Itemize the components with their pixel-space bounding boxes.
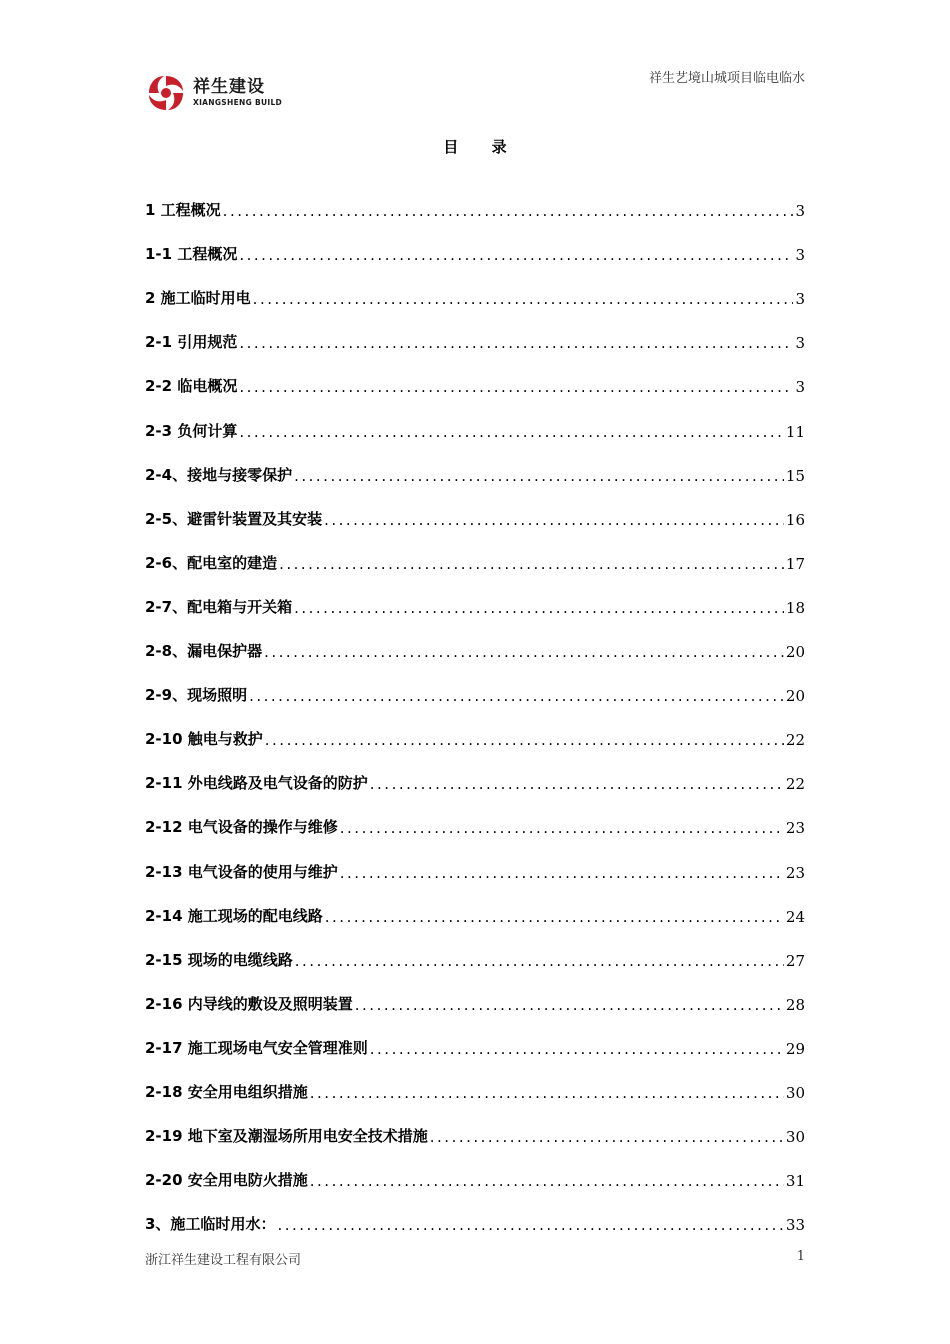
toc-entry[interactable]: [145, 705, 805, 749]
toc-entry[interactable]: [145, 220, 805, 264]
toc-entry[interactable]: [145, 882, 805, 926]
toc-entry-page: 24: [785, 907, 805, 926]
toc-dot-leader: [430, 1128, 784, 1146]
toc-entry-label: 2-13 电气设备的使用与维护: [145, 862, 338, 881]
toc-dot-leader: [265, 731, 784, 749]
toc-entry-page: 3: [795, 290, 805, 309]
toc-entry-page: 29: [785, 1039, 805, 1058]
toc-entry-page: 20: [785, 643, 805, 662]
toc-entry-label: 2-5、避雷针装置及其安装: [145, 509, 323, 528]
toc-entry[interactable]: [145, 837, 805, 881]
toc-entry-label: 2-7、配电箱与开关箱: [145, 597, 293, 616]
toc-entry-page: 22: [785, 775, 805, 794]
toc-entry-page: 20: [785, 687, 805, 706]
toc-dot-leader: [239, 378, 793, 396]
toc-entry-label: 2-6、配电室的建造: [145, 553, 278, 572]
toc-entry-page: 23: [785, 819, 805, 838]
logo-english-name: XIANGSHENG BUILD: [193, 98, 283, 108]
toc-dot-leader: [279, 555, 784, 573]
toc-entry[interactable]: [145, 176, 805, 220]
toc-entry-label: 2-3 负何计算: [145, 421, 238, 440]
toc-entry-page: 30: [785, 1128, 805, 1147]
toc-dot-leader: [277, 1216, 783, 1234]
toc-entry[interactable]: [145, 1102, 805, 1146]
logo-chinese-name: 祥生建设: [193, 77, 265, 98]
toc-entry[interactable]: [145, 352, 805, 396]
toc-dot-leader: [295, 952, 784, 970]
toc-entry-label: 1 工程概况: [145, 201, 221, 220]
toc-entry-page: 3: [795, 246, 805, 265]
toc-dot-leader: [239, 334, 793, 352]
toc-dot-leader: [239, 246, 793, 264]
toc-entry-label: 2-11 外电线路及电气设备的防护: [145, 774, 368, 793]
toc-entry[interactable]: [145, 529, 805, 573]
toc-entry-label: 2-14 施工现场的配电线路: [145, 906, 323, 925]
toc-entry[interactable]: [145, 1058, 805, 1102]
toc-dot-leader: [370, 1040, 784, 1058]
toc-entry[interactable]: [145, 617, 805, 661]
toc-dot-leader: [239, 423, 784, 441]
toc-entry[interactable]: [145, 1190, 805, 1234]
toc-entry[interactable]: [145, 793, 805, 837]
toc-entry[interactable]: [145, 308, 805, 352]
toc-entry-label: 2-9、现场照明: [145, 686, 248, 705]
toc-entry-page: 15: [785, 466, 805, 485]
toc-entry-label: 3、施工临时用水：: [145, 1215, 276, 1234]
toc-dot-leader: [253, 290, 794, 308]
toc-entry-page: 31: [785, 1172, 805, 1191]
toc-entry-page: 11: [785, 422, 805, 441]
project-title: 祥生艺境山城项目临电临水: [648, 71, 805, 86]
toc-entry-label: 2-18 安全用电组织措施: [145, 1082, 308, 1101]
toc-entry-page: 28: [785, 995, 805, 1014]
toc-entry[interactable]: [145, 396, 805, 440]
toc-entry[interactable]: [145, 573, 805, 617]
toc-entry[interactable]: [145, 926, 805, 970]
toc-entry[interactable]: [145, 264, 805, 308]
toc-entry[interactable]: [145, 1014, 805, 1058]
toc-dot-leader: [294, 467, 784, 485]
toc-entry-label: 2-15 现场的电缆线路: [145, 950, 293, 969]
toc-entry-page: 18: [785, 598, 805, 617]
swirl-logo-icon: [145, 72, 187, 114]
toc-entry-page: 22: [785, 731, 805, 750]
toc-dot-leader: [355, 996, 784, 1014]
toc-dot-leader: [325, 908, 784, 926]
toc-dot-leader: [340, 819, 784, 837]
company-logo: [145, 72, 282, 114]
toc-entry-label: 2-12 电气设备的操作与维修: [145, 818, 338, 837]
toc-entry[interactable]: [145, 1146, 805, 1190]
footer-company: 浙江祥生建设工程有限公司: [145, 1253, 302, 1268]
toc-entry[interactable]: [145, 661, 805, 705]
toc-entry-page: 23: [785, 863, 805, 882]
toc-entry-page: 30: [785, 1083, 805, 1102]
toc-entry-page: 16: [785, 510, 805, 529]
toc-entry-label: 2 施工临时用电: [145, 289, 251, 308]
toc-entry-label: 2-17 施工现场电气安全管理准则: [145, 1038, 368, 1057]
toc-title: 目 录: [443, 138, 521, 156]
toc-entry-page: 3: [795, 334, 805, 353]
toc-dot-leader: [324, 511, 784, 529]
page-header: [145, 60, 805, 118]
toc-entry-label: 2-4、接地与接零保护: [145, 465, 293, 484]
toc-entry-page: 33: [785, 1216, 805, 1235]
toc-dot-leader: [370, 775, 784, 793]
toc-entry-label: 2-10 触电与救护: [145, 730, 263, 749]
toc-entry-label: 2-8、漏电保护器: [145, 642, 263, 661]
toc-dot-leader: [340, 864, 784, 882]
toc-dot-leader: [310, 1084, 784, 1102]
toc-entry-label: 1-1 工程概况: [145, 245, 238, 264]
table-of-contents: [145, 176, 805, 1234]
toc-dot-leader: [310, 1172, 784, 1190]
toc-entry-label: 2-1 引用规范: [145, 333, 238, 352]
toc-entry-page: 17: [785, 554, 805, 573]
toc-dot-leader: [249, 687, 784, 705]
toc-entry[interactable]: [145, 485, 805, 529]
toc-entry-label: 2-2 临电概况: [145, 377, 238, 396]
toc-entry-label: 2-19 地下室及潮湿场所用电安全技术措施: [145, 1127, 428, 1146]
toc-entry[interactable]: [145, 749, 805, 793]
toc-entry-page: 27: [785, 951, 805, 970]
toc-dot-leader: [223, 202, 794, 220]
toc-entry-page: 3: [795, 378, 805, 397]
toc-entry[interactable]: [145, 441, 805, 485]
toc-entry-page: 3: [795, 202, 805, 221]
toc-entry-label: 2-20 安全用电防火措施: [145, 1171, 308, 1190]
footer-page-number: 1: [796, 1249, 805, 1264]
toc-entry-label: 2-16 内导线的敷设及照明装置: [145, 994, 353, 1013]
toc-entry[interactable]: [145, 970, 805, 1014]
toc-dot-leader: [294, 599, 784, 617]
toc-dot-leader: [264, 643, 784, 661]
